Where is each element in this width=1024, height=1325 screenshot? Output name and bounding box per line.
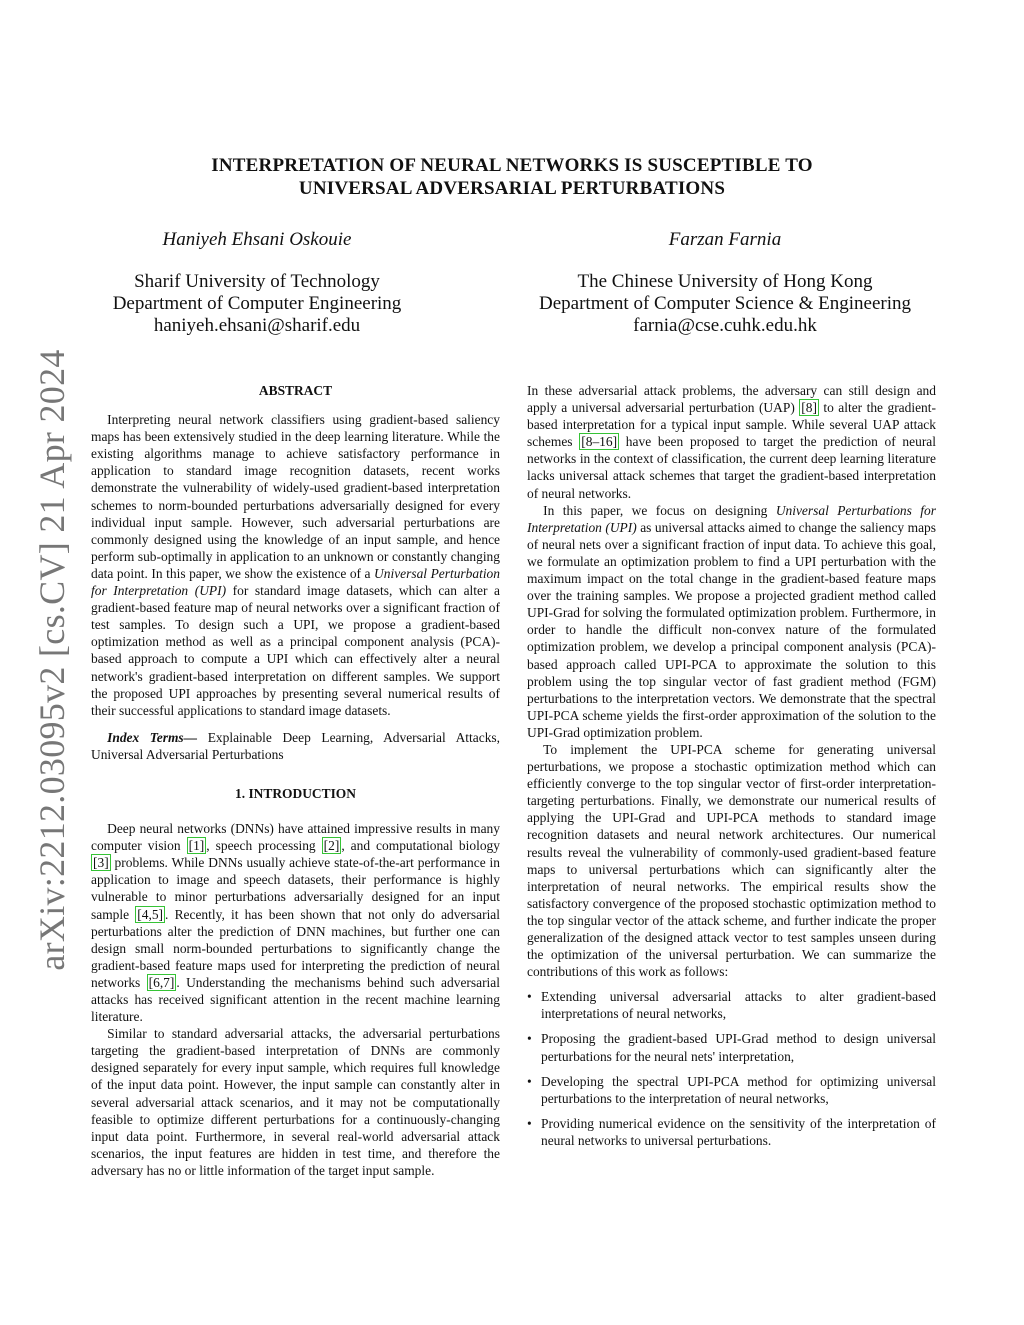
intro-paragraph-2-continued <box>527 382 936 502</box>
intro-paragraph-3 <box>527 502 936 741</box>
contribution-item: • Developing the spectral UPI-PCA method for optimizing universal perturbations to the interpretation of neural networks, <box>527 1073 936 1107</box>
arxiv-identifier: arXiv:2212.03095v2 [cs.CV] 21 Apr 2024 <box>32 349 72 971</box>
contribution-item: • Extending universal adversarial attacks to alter gradient-based interpretations of neural networks, <box>527 988 936 1022</box>
intro-text: have been proposed to target the prediction of neural networks in the context of classification, the current deep learning literature lacks universal attack schemes that target the gradient-based interpretation of neural networks. <box>527 434 936 501</box>
abstract-text-part-1: Interpreting neural network classifiers using gradient-based saliency maps has been extensively studied in the deep learning literature. While the existing algorithms manage to achieve satisfactory performance in application to standard image recognition datasets, recent works demonstrate the vulnerability of widely-used gradient-based interpretation schemes to norm-bounded perturbations adversarially designed for every individual input sample. However, such adversarial perturbations are commonly designed using the knowledge of an input sample, and hence perform sub-optimally in application to an unknown or constantly changing data point. In this paper, we show the existence of a <box>91 412 500 581</box>
author-department: Department of Computer Science & Engineering <box>539 293 911 314</box>
intro-paragraph-4: To implement the UPI-PCA scheme for generating universal perturbations, we propose a stochastic optimization method which can efficiently converge to the top singular vector of first-order interpretation-targeting perturbations. Finally, we demonstrate our numerical results of applying the UPI-Grad and UPI-PCA methods to standard image recognition datasets and neural network architectures. Our numerical results reveal the vulnerability of commonly-used gradient-based feature maps to universal perturbations which can significantly alter the interpretation of neural networks. The empirical results show the satisfactory convergence of the proposed stochastic optimization method to the top singular vector of the attack scheme, and further indicate the proper generalization of the designed attack vector to test samples unseen during the optimization of the universal perturbation. We can summarize the contributions of this work as follows: <box>527 741 936 980</box>
abstract-heading: ABSTRACT <box>258 383 333 398</box>
citation-link[interactable]: [8] <box>801 400 817 416</box>
abstract-text-part-2: for standard image datasets, which can alter a gradient-based feature map of neural networks over a significant fraction of test samples. To design such a UPI, we propose a gradient-based optimization method as well as a principal component analysis (PCA)-based approach to compute a UPI which can effectively alter a neural network's gradient-based interpretation on different samples. We support the proposed UPI approaches by presenting several numerical results of their successful applications to standard image datasets. <box>91 583 500 718</box>
title-line-2: UNIVERSAL ADVERSARIAL PERTURBATIONS <box>298 178 726 199</box>
citation-link[interactable]: [8–16] <box>581 434 618 450</box>
contribution-item: • Providing numerical evidence on the sensitivity of the interpretation of neural networks to universal perturbations. <box>527 1115 936 1149</box>
abstract-text <box>91 411 500 719</box>
index-terms-text: Explainable Deep Learning, Adversarial Attacks, Universal Adversarial Perturbations <box>91 729 501 762</box>
citation-link[interactable]: [2] <box>323 838 340 854</box>
intro-emphasis: Universal Perturbations for Interpretation (UPI) <box>527 502 936 535</box>
paper-title <box>0 154 1024 200</box>
citation-link[interactable]: [3] <box>93 855 109 871</box>
introduction-heading: 1. INTRODUCTION <box>235 785 356 801</box>
intro-text: In these adversarial attack problems, the adversary can still design and apply a universal adversarial perturbation (UAP) <box>527 383 936 416</box>
intro-text: as universal attacks aimed to change the saliency maps of neural nets over a significant fraction of input data. To achieve this goal, we formulate an optimization problem to find a UPI perturbation with the maximum impact on the total change in the gradient-based feature maps over the training samples. We propose a projected gradient method called UPI-Grad for solving the formulated optimization problem. Furthermore, in order to handle the difficult non-convex nature of the formulated optimization problem, we develop a principal component analysis (PCA)-based approach called UPI-PCA to approximate the solution to this problem using the top singular vector of fast gradient method (FGM) perturbations to the interpretation vectors. We demonstrate that the spectral UPI-PCA scheme yields the first-order approximation of the solution to the UPI-Grad optimization problem. <box>527 519 936 740</box>
citation-link[interactable]: [4,5] <box>137 906 164 922</box>
right-column <box>527 382 936 1157</box>
author-block-1 <box>57 228 457 337</box>
author-email: farnia@cse.cuhk.edu.hk <box>633 315 817 336</box>
author-name: Haniyeh Ehsani Oskouie <box>162 229 352 250</box>
contribution-item: • Proposing the gradient-based UPI-Grad method to design universal perturbations for the neural nets' interpretation, <box>527 1030 936 1064</box>
intro-paragraph-1 <box>91 820 500 1025</box>
intro-paragraph-2: Similar to standard adversarial attacks, the adversarial perturbations targeting the gradient-based interpretation of DNNs are commonly designed separately for every input sample, which requires full knowledge of the input data point. However, the input sample can constantly alter in several adversarial attack scenarios, and it may not be computationally feasible to optimize different perturbations for a continuously-changing input data point. Furthermore, in several real-world adversarial attack scenarios, the input features are hidden in test time, and therefore the adversary has no or little information of the target input sample. <box>91 1026 500 1178</box>
intro-text: to alter the gradient-based interpretation for a typical input sample. While several UAP attack schemes <box>527 400 936 450</box>
intro-text: . Recently, it has been shown that not only do adversarial perturbations alter the prediction of DNN machines, but further one can design small norm-bounded perturbations to significantly change the gradient-based feature maps used for interpreting the prediction of neural networks <box>91 906 501 990</box>
citation-link[interactable]: [1] <box>188 838 205 854</box>
intro-text: . Understanding the mechanisms behind such adversarial attacks has received significant attention in the recent machine learning literature. <box>91 974 500 1025</box>
index-terms-label: Index Terms— <box>107 729 198 745</box>
author-affiliation: Sharif University of Technology <box>134 271 380 292</box>
intro-text: Deep neural networks (DNNs) have attained impressive results in many computer vision <box>91 821 500 854</box>
intro-text: , speech processing <box>206 838 322 854</box>
author-affiliation: The Chinese University of Hong Kong <box>577 271 873 292</box>
contributions-list <box>527 988 936 1149</box>
author-department: Department of Computer Engineering <box>112 293 402 314</box>
author-block-2 <box>525 228 925 337</box>
intro-text: , and computational biology <box>341 838 500 854</box>
left-column <box>91 382 500 1179</box>
citation-link[interactable]: [6,7] <box>148 974 175 990</box>
author-name: Farzan Farnia <box>668 229 782 250</box>
abstract-emphasis: Universal Perturbation for Interpretation (UPI) <box>91 565 500 599</box>
title-line-1: INTERPRETATION OF NEURAL NETWORKS IS SUSCEPTIBLE TO <box>211 155 813 176</box>
index-terms <box>91 729 500 763</box>
author-email: haniyeh.ehsani@sharif.edu <box>153 315 361 336</box>
intro-text: problems. While DNNs usually achieve state-of-the-art performance in application to image and speech datasets, their performance is highly vulnerable to minor perturbations adversarially designed for an input sample <box>91 855 500 922</box>
intro-text: In this paper, we focus on designing <box>543 502 776 518</box>
